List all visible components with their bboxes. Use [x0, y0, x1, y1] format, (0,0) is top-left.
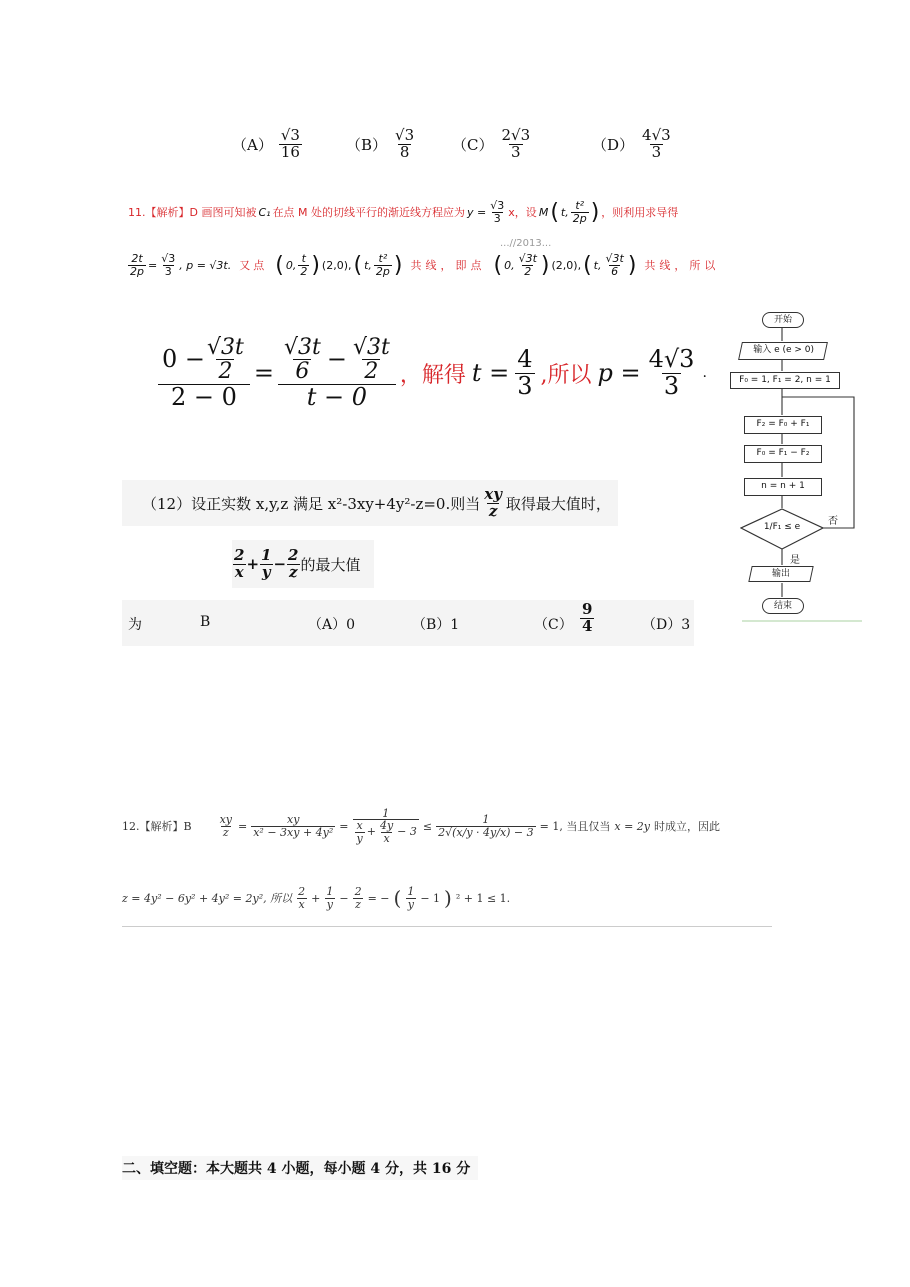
p-value: , p = √3t.: [179, 258, 232, 272]
frac-den: 6: [611, 264, 619, 278]
question-text: 取得最大值时，: [505, 494, 611, 513]
minus-sign: −: [339, 891, 349, 905]
frac-num: 4y: [379, 819, 394, 833]
option-d: [592, 128, 673, 161]
q12-stem: [122, 480, 618, 526]
point-coord: 0,: [285, 258, 297, 272]
frac-den: 2: [524, 264, 532, 278]
solution-lead: 11.【解析】D 画图可知被: [128, 206, 257, 219]
solution-text: 又点: [239, 259, 268, 272]
frac-num: √3t: [283, 335, 321, 361]
solution-lead: 12.【解析】B: [122, 820, 192, 833]
frac-den: z: [355, 897, 361, 911]
minus-sign: −: [273, 555, 287, 573]
flow-input: [738, 342, 828, 360]
frac-den: z: [488, 501, 498, 520]
t-lhs: t =: [471, 359, 510, 387]
frac-den: 3: [517, 371, 533, 400]
point-coord: 0,: [504, 258, 515, 272]
frac-text: 0 −: [162, 345, 206, 374]
frac-tail: − 3: [397, 825, 417, 839]
frac-den: y: [407, 897, 414, 911]
flow-decision: 1/F₁ ≤ e: [763, 522, 801, 532]
frac-num: 9: [582, 600, 593, 618]
frac-num: √3t: [207, 335, 244, 361]
frac-den: 2p: [572, 211, 587, 225]
solution-text: = 1, 当且仅当: [539, 820, 611, 833]
frac-den: x: [234, 562, 244, 581]
option-num: 4√3: [642, 126, 671, 144]
solution-text: 时成立，因此: [654, 820, 721, 833]
point-coord: t,: [364, 258, 372, 272]
frac-num: 2: [354, 884, 362, 898]
frac-den: x² − 3xy + 4y²: [253, 825, 334, 839]
solution-text: ，解得: [399, 362, 466, 388]
q11-options: [232, 126, 682, 178]
option-b: （B）1: [412, 617, 460, 633]
option-den: 8: [399, 142, 410, 161]
frac-num: xy: [287, 812, 300, 826]
paren-tail: − 1: [420, 891, 441, 905]
solution-text: ² + 1 ≤ 1.: [455, 891, 511, 905]
frac-den: 2p: [375, 264, 390, 278]
flow-no: 否: [828, 516, 838, 527]
frac-den: 2: [364, 359, 379, 385]
q12-solution-line1: 12.【解析】B $\frac{xy}{z}$ = $\frac{xy}{\text{x² − 3xy + 4y²}}$ = 1 $\frac{x}{y}$ + $\frac{4y}{x}$ − 3 ≤ $\frac{1}{2√(x/y \cdot 4y/x) - 3}$ = 1, 当且仅当 x = 2y 时成立，因此: [122, 806, 721, 845]
frac-num: t²: [575, 198, 585, 212]
curve-label: C₁: [258, 205, 271, 219]
plus-sign: +: [246, 555, 260, 573]
question-text: 的最大值: [300, 555, 361, 574]
frac-num: 4√3: [648, 345, 695, 374]
solution-text: 共线，所以: [644, 259, 720, 272]
frac-num: 2t: [131, 251, 143, 265]
question-text: （12）设正实数 x,y,z 满足 x²-3xy+4y²-z=0.则当: [142, 494, 481, 513]
frac-den: 2√(x/y · 4y/x) − 3: [438, 825, 534, 839]
option-d: （D）3: [642, 617, 691, 633]
frac-num: 2: [288, 545, 299, 564]
big-frac-2: [280, 336, 394, 409]
option-a: [232, 128, 302, 161]
watermark-text: ...//2013...: [500, 238, 552, 249]
frac-den: y: [356, 831, 363, 845]
flow-step2: F₀ = F₁ − F₂: [744, 445, 822, 463]
solution-text: z = 4y² − 6y² + 4y² = 2y², 所以: [122, 892, 293, 905]
p-lhs: p =: [597, 359, 641, 387]
flow-end: 结束: [762, 598, 804, 614]
option-num: √3: [395, 126, 415, 144]
frac-num: t: [301, 251, 306, 265]
point-coord: t,: [593, 258, 602, 272]
frac-num: √3: [161, 251, 176, 265]
equality-cond: x = 2y: [614, 819, 651, 833]
flow-start: 开始: [762, 312, 804, 328]
frac-num: √3t: [352, 335, 390, 361]
wei-text: 为: [128, 617, 142, 633]
eq-sign: =: [238, 819, 248, 833]
frac-den: y: [326, 897, 333, 911]
option-c: （C）: [534, 617, 573, 633]
frac-den: 3: [663, 371, 680, 400]
frac-den: x: [298, 897, 305, 911]
q11-solution-line1: 11.【解析】D 画图可知被 C₁ 在点 M 处的切线平行的渐近线方程应为 y = $\frac{√3}{3}$ x，设 M ( t, $\frac{\text{t²}}{2p}$ ) ，则利用求导得: [128, 198, 679, 225]
frac-den: 2: [218, 359, 233, 385]
point-coord: (2,0),: [321, 258, 352, 272]
frac-num: xy: [484, 484, 502, 503]
frac-den: 2p: [130, 264, 144, 278]
option-label: （D）: [592, 135, 635, 154]
solution-text: 共线，即点: [410, 259, 486, 272]
option-den: 3: [511, 142, 521, 161]
answer-text: B: [200, 614, 211, 630]
frac-num: √3t: [518, 251, 537, 265]
frac-num: 4: [517, 345, 533, 374]
option-num: √3: [280, 126, 300, 144]
q12-expression: [232, 540, 374, 588]
solution-text: ，则利用求导得: [601, 206, 679, 219]
frac-num: xy: [219, 812, 232, 826]
frac-den: 2 − 0: [158, 384, 250, 410]
frac-num: t²: [378, 251, 388, 265]
plus-sign: +: [311, 891, 321, 905]
frac-den: 4: [582, 616, 593, 635]
flowchart: [722, 305, 864, 625]
frac-den: y: [261, 562, 271, 581]
minus-sign: −: [326, 345, 347, 374]
option-den: 16: [280, 142, 300, 161]
q12-options: [122, 600, 694, 646]
frac-num: √3t: [605, 251, 624, 265]
eq-sign: =: [147, 258, 158, 272]
big-frac-1: [160, 336, 248, 409]
eq-sign: = −: [367, 891, 390, 905]
q12-solution-line2: z = 4y² − 6y² + 4y² = 2y², 所以 $\frac{2}{x}$ + $\frac{1}{y}$ − $\frac{2}{z}$ = − ( $\frac{1}{y}$ − 1 ) ² + 1 ≤ 1.: [122, 870, 772, 927]
frac-den: x: [383, 831, 390, 845]
flow-output: [748, 566, 813, 582]
solution-text: x，设: [508, 206, 537, 219]
frac-num: √3: [490, 198, 505, 212]
frac-num: 1: [407, 884, 415, 898]
option-b: [346, 128, 416, 161]
solution-text: ,所以: [540, 362, 592, 388]
le-sign: ≤: [422, 819, 433, 833]
flow-output-text: 输出: [771, 569, 790, 579]
option-c: [452, 128, 532, 161]
q11-big-equation: [160, 318, 720, 428]
frac-den: t − 0: [278, 384, 396, 410]
option-num: 2√3: [501, 126, 531, 144]
flow-yes: 是: [790, 555, 800, 566]
q11-solution-line2: $\frac{2t}{2p}$ = $\frac{√3}{3}$ , p = √3t. 又点 ( 0, $\frac{t}{2}$ ) (2,0), ( t, $\frac{\text{t²}}{2p}$ ) 共线，即点 ( 0, $\frac{√3t}{2}$ ) (2,0), ( t, $\frac{√3t}{6}$ ) 共线，所以: [130, 251, 720, 278]
frac-num: 1: [261, 545, 272, 564]
frac-den: 2: [300, 264, 308, 278]
period: .: [702, 365, 707, 381]
eq-sign: =: [339, 819, 349, 833]
point-m: M: [538, 205, 549, 219]
frac-num: x: [356, 819, 363, 833]
frac-den: 6: [295, 359, 310, 385]
frac-num: 2: [234, 545, 245, 564]
frac-num: 2: [298, 884, 306, 898]
frac-den: z: [288, 562, 298, 581]
point-coord: (2,0),: [551, 258, 582, 272]
flow-input-text: 输入 e (e > 0): [752, 345, 814, 355]
frac-num: 1: [382, 806, 390, 820]
flow-step3: n = n + 1: [744, 478, 822, 496]
option-label: （C）: [452, 135, 494, 154]
option-den: 3: [651, 142, 662, 161]
eq-lhs: y =: [467, 205, 487, 219]
flow-init: F₀ = 1, F₁ = 2, n = 1: [730, 372, 840, 389]
frac-num: 1: [326, 884, 334, 898]
point-coord: t,: [560, 205, 569, 219]
frac-num: 1: [482, 812, 490, 826]
frac-den: 3: [493, 211, 501, 225]
eq-sign: =: [253, 359, 274, 387]
solution-text: 在点 M 处的切线平行的渐近线方程应为: [272, 206, 466, 219]
option-label: （A）: [232, 135, 273, 154]
option-label: （B）: [346, 135, 388, 154]
section-heading: 二、填空题：本大题共 4 小题，每小题 4 分，共 16 分: [122, 1156, 478, 1180]
flow-step1: F₂ = F₀ + F₁: [744, 416, 822, 434]
frac-den: z: [222, 825, 229, 839]
frac-den: 3: [164, 264, 172, 278]
option-a: （A）0: [308, 617, 356, 633]
